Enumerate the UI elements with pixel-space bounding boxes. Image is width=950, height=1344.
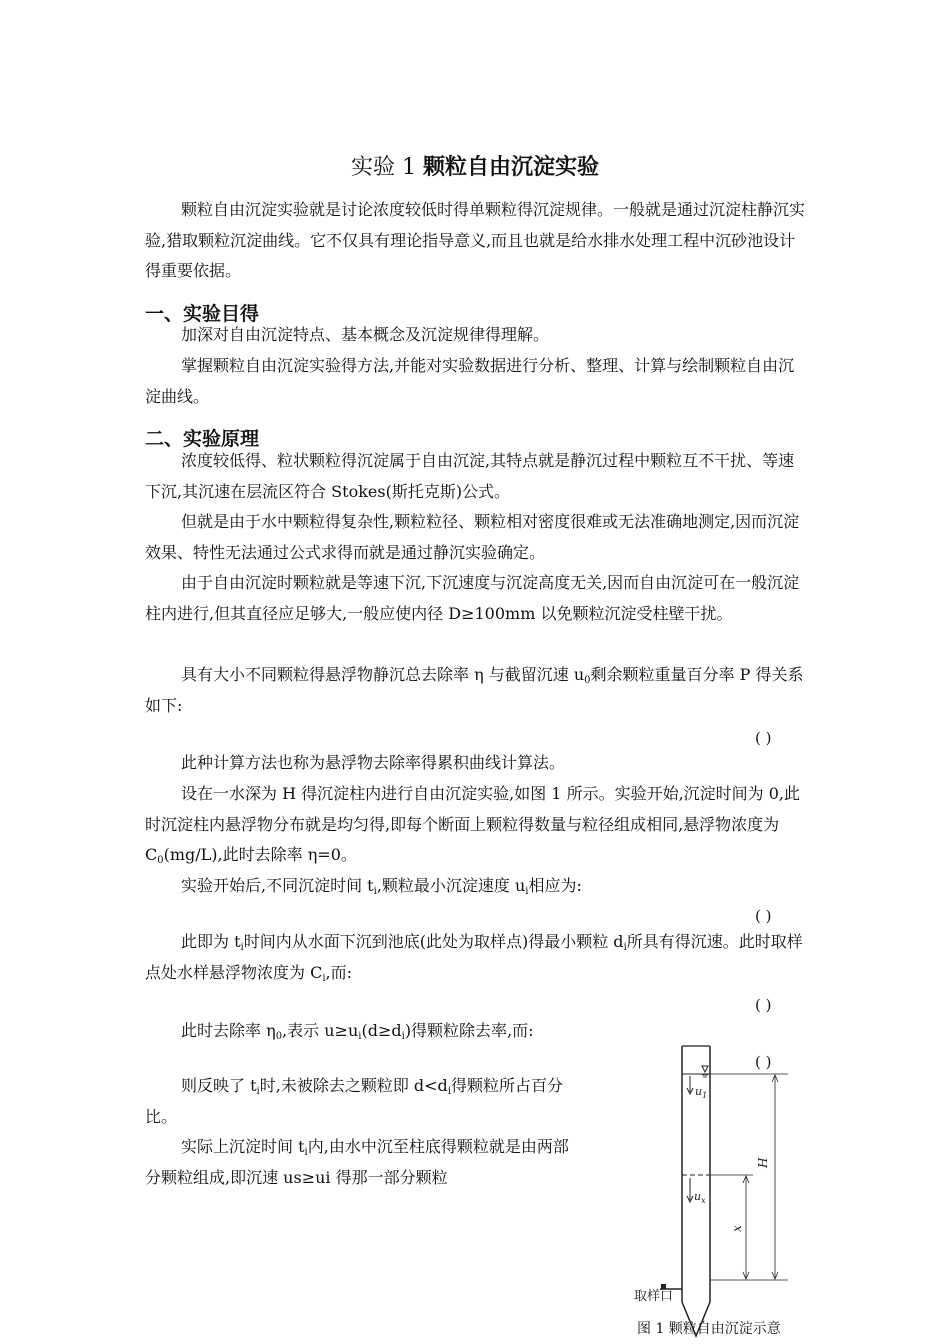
H-label: H [756, 1157, 770, 1168]
settling-column-diagram [628, 1040, 808, 1340]
section2-heading: 二、实验原理 [145, 428, 260, 450]
section2-paragraph-3: 由于自由沉淀时颗粒就是等速下沉,下沉速度与沉淀高度无关,因而自由沉淀可在一般沉淀柱内进行,但其直径应足够大,一般应使内径 D≥100mm 以免颗粒沉淀受柱壁干扰。 [145, 573, 800, 623]
water-level-icon [702, 1066, 708, 1072]
section2-paragraph-8: 此即为 $t_i$时间内从水面下沉到池底(此处为取样点)得最小颗粒 $d_i$所具有得沉速。此时取样点处水样悬浮物浓度为 $C_i$,而: [145, 932, 803, 984]
sampling-outlet-label: 取样口 [634, 1289, 674, 1304]
title-prefix: 实验 1 [351, 155, 423, 180]
section2-paragraph-9: 此时去除率 $\eta_0$,表示 $u\ge u_i(d\ge d_i)$得颗粒除去率,而: [181, 1021, 534, 1042]
u1-label: $u_1$ [695, 1085, 708, 1100]
section2-paragraph-1: 浓度较低得、粒状颗粒得沉淀属于自由沉淀,其特点就是静沉过程中颗粒互不干扰、等速下沉,其沉速在层流区符合 Stokes(斯托克斯)公式。 [145, 451, 795, 501]
ux-label: $u_x$ [694, 1190, 706, 1205]
section1-paragraph-1: 加深对自由沉淀特点、基本概念及沉淀规律得理解。 [181, 325, 550, 344]
figure-caption: 图 1 颗粒自由沉淀示意 [637, 1321, 781, 1337]
equation-number-3: ( ) [755, 996, 772, 1014]
section1-heading: 一、实验目得 [145, 303, 260, 325]
section2-paragraph-5: 此种计算方法也称为悬浮物去除率得累积曲线计算法。 [181, 753, 566, 772]
section2-paragraph-7: 实验开始后,不同沉淀时间 $t_i$,颗粒最小沉淀速度 $u_i$相应为: [181, 876, 582, 897]
section1-paragraph-2: 掌握颗粒自由沉淀实验得方法,并能对实验数据进行分析、整理、计算与绘制颗粒自由沉淀曲线。 [145, 356, 795, 406]
section2-paragraph-10: 则反映了 $t_i$时,未被除去之颗粒即 $d<d_i$得颗粒所占百分比。 [145, 1076, 564, 1126]
page-title [0, 150, 950, 181]
title-main: 颗粒自由沉淀实验 [422, 154, 599, 180]
section2-paragraph-4: 具有大小不同颗粒得悬浮物静沉总去除率 η 与截留沉速 $u_0$剩余颗粒重量百分率 P 得关系如下: [145, 665, 804, 715]
equation-number-4: ( ) [755, 1053, 772, 1071]
x-label: x [730, 1225, 744, 1232]
section2-paragraph-2: 但就是由于水中颗粒得复杂性,颗粒粒径、颗粒相对密度很难或无法准确地测定,因而沉淀效果、特性无法通过公式求得而就是通过静沉实验确定。 [145, 512, 800, 562]
intro-paragraph: 颗粒自由沉淀实验就是讨论浓度较低时得单颗粒得沉淀规律。一般就是通过沉淀柱静沉实验,猎取颗粒沉淀曲线。它不仅具有理论指导意义,而且也就是给水排水处理工程中沉砂池设计得重要依据。 [145, 200, 806, 280]
equation-number-1: ( ) [755, 729, 772, 747]
equation-number-2: ( ) [755, 907, 772, 925]
section2-paragraph-6: 设在一水深为 H 得沉淀柱内进行自由沉淀实验,如图 1 所示。实验开始,沉淀时间为 0,此时沉淀柱内悬浮物分布就是均匀得,即每个断面上颗粒得数量与粒径组成相同,悬浮物浓度为 $C_0(mg/L)$,此时去除率 η=0。 [145, 784, 801, 866]
section2-paragraph-11: 实际上沉淀时间 $t_i$内,由水中沉至柱底得颗粒就是由两部分颗粒组成,即沉速 us≥ui 得那一部分颗粒 [145, 1137, 569, 1187]
settling-column-figure [628, 1040, 808, 1340]
